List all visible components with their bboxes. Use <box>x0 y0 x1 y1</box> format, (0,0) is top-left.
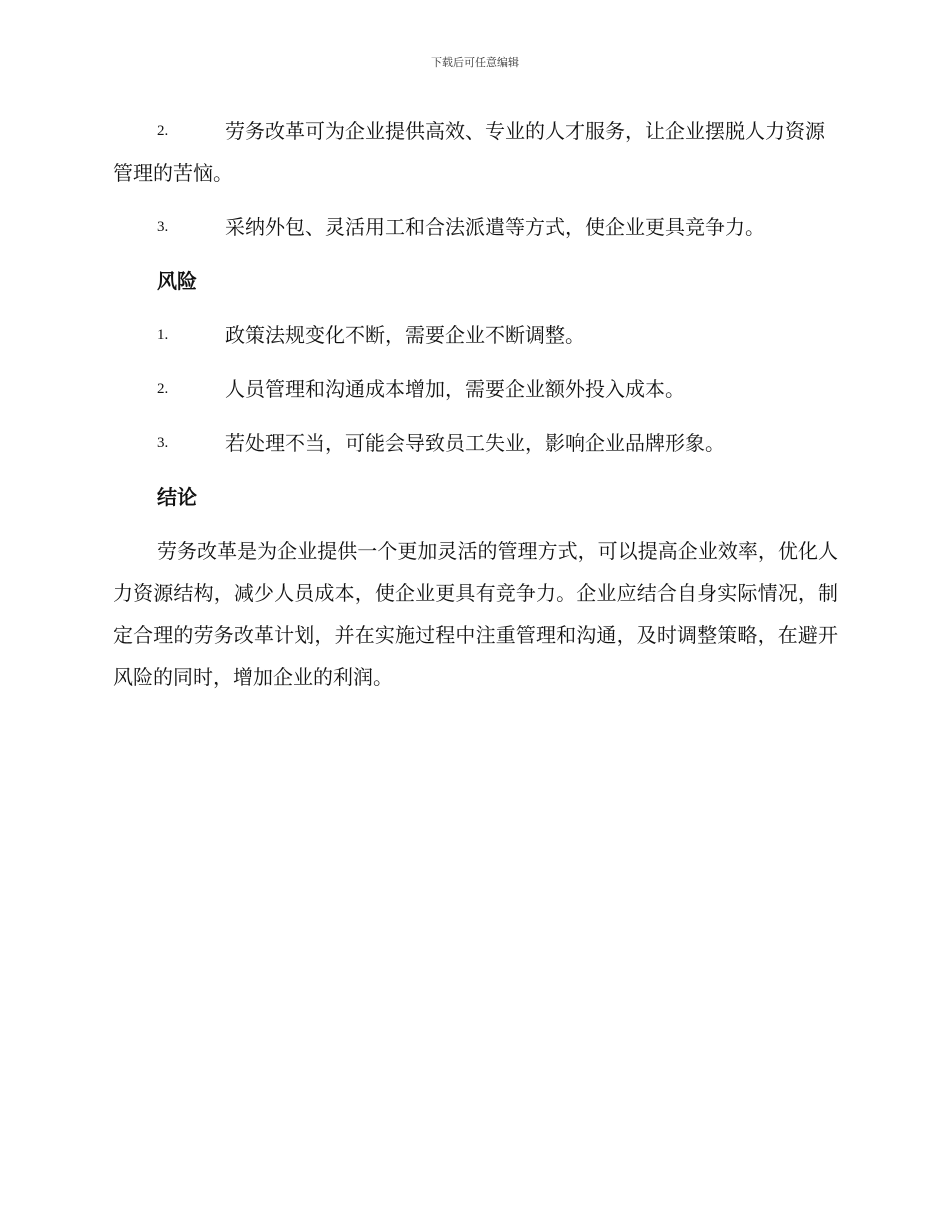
list-item-text: 若处理不当，可能会导致员工失业，影响企业品牌形象。 <box>225 431 725 455</box>
list-item-number: 3. <box>157 219 169 235</box>
page-header: 下载后可任意编辑 <box>431 56 519 69</box>
list-item <box>113 206 838 248</box>
list-item <box>113 110 838 194</box>
list-item-text: 采纳外包、灵活用工和合法派遣等方式，使企业更具竞争力。 <box>225 215 765 239</box>
list-item-number: 2. <box>157 123 169 139</box>
section-heading-conclusion: 结论 <box>157 485 197 509</box>
list-item-number: 2. <box>157 381 169 397</box>
list-item-text: 人员管理和沟通成本增加，需要企业额外投入成本。 <box>225 377 685 401</box>
list-item <box>113 368 838 410</box>
list-item-number: 3. <box>157 435 169 451</box>
list-item-text: 政策法规变化不断，需要企业不断调整。 <box>225 323 585 347</box>
list-item-number: 1. <box>157 327 169 343</box>
section-heading-risks: 风险 <box>157 269 197 293</box>
document-body <box>113 110 838 698</box>
list-item <box>113 422 838 464</box>
list-item <box>113 314 838 356</box>
conclusion-paragraph: 劳务改革是为企业提供一个更加灵活的管理方式，可以提高企业效率，优化人力资源结构，减少人员成本，使企业更具有竞争力。企业应结合自身实际情况，制定合理的劳务改革计划，并在实施过程中注重管理和沟通，及时调整策略，在避开风险的同时，增加企业的利润。 <box>113 539 838 689</box>
list-item-text: 劳务改革可为企业提供高效、专业的人才服务，让企业摆脱人力资源管理的苦恼。 <box>113 119 825 185</box>
